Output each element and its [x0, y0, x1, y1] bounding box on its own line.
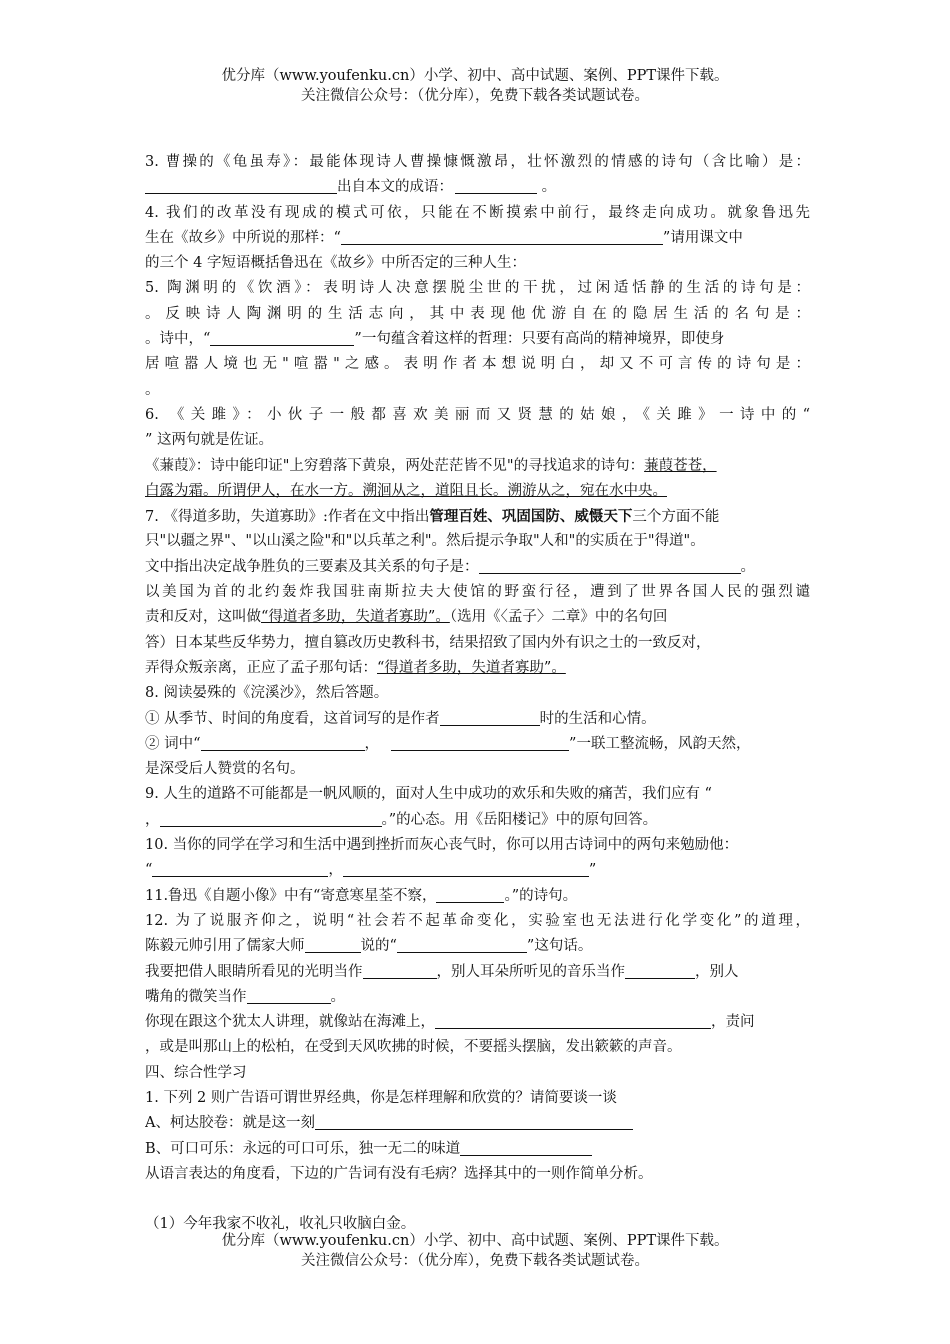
answer-blank[interactable] — [341, 228, 663, 245]
line: 4. 我们的改革没有现成的模式可依，只能在不断摸索中前行，最终走向成功。就象鲁迅先 — [145, 204, 810, 221]
line: 。诗中，“ ”一句蕴含着这样的哲理：只要有高尚的精神境界，即使身 — [145, 331, 725, 348]
answer-blank[interactable] — [210, 329, 354, 346]
line: 9. 人生的道路不可能都是一帆风顺的，面对人生中成功的欢乐和失败的痛苦，我们应有 “ — [145, 786, 712, 803]
line: “ ， ” — [145, 862, 597, 879]
line: 8. 阅读晏殊的《浣溪沙》，然后答题。 — [145, 685, 389, 702]
line: 文中指出决定战争胜负的三要素及其关系的句子是： 。 — [145, 558, 755, 575]
line: 6. 《关雎》：小伙子一般都喜欢美丽而又贤慧的姑娘，《关雎》一诗中的“ — [145, 406, 810, 423]
answer-blank[interactable] — [363, 962, 437, 979]
line: 是深受后人赞赏的名句。 — [145, 761, 305, 778]
line: 嘴角的微笑当作 。 — [145, 988, 345, 1005]
line: 11.鲁迅《自题小像》中有“寄意寒星荃不察， 。”的诗句。 — [145, 887, 578, 904]
line: （1）今年我家不收礼，收礼只收脑白金。 — [145, 1216, 416, 1233]
document-body — [145, 150, 810, 1238]
answer-blank[interactable] — [343, 860, 589, 877]
header-line-2: 关注微信公众号：（优分库），免费下载各类试题试卷。 — [301, 88, 649, 104]
line: 陈毅元帅引用了儒家大师 说的“ ”这句话。 — [145, 938, 593, 955]
line: 生在《故乡》中所说的那样：“ ”请用课文中 — [145, 229, 743, 246]
line: 5. 陶渊明的《饮酒》：表明诗人决意摆脱尘世的干扰，过闲适恬静的生活的诗句是： — [145, 280, 810, 297]
line: 出自本文的成语： 。 — [145, 175, 810, 200]
answer-blank[interactable] — [160, 810, 382, 827]
footer-line-1: 优分库（www.youfenku.cn）小学、初中、高中试题、案例、PPT课件下载。 — [221, 1233, 729, 1249]
line: B、可口可乐：永远的可口可乐，独一无二的味道 — [145, 1137, 810, 1162]
line: 的三个 4 字短语概括鲁迅在《故乡》中所否定的三种人生： — [145, 255, 526, 272]
answer-blank[interactable] — [436, 886, 504, 903]
line: A、柯达胶卷：就是这一刻 — [145, 1111, 810, 1136]
line: 弄得众叛亲离，正应了孟子那句话：“得道者多助，失道者寡助”。 — [145, 659, 566, 676]
answer-blank[interactable] — [391, 734, 569, 751]
line: 白露为霜。所谓伊人，在水一方。溯洄从之，道阻且长。溯游从之，宛在水中央。 — [145, 482, 667, 499]
answer-blank[interactable] — [625, 962, 695, 979]
line: 从语言表达的角度看，下边的广告词有没有毛病？选择其中的一则作简单分析。 — [145, 1165, 653, 1182]
line: 。反映诗人陶渊明的生活志向，其中表现他优游自在的隐居生活的名句是： — [145, 305, 810, 322]
answer-blank[interactable] — [479, 557, 741, 574]
line: 3. 曹操的《龟虽寿》：最能体现诗人曹操慷慨激昂，壮怀激烈的情感的诗句（含比喻）是： — [145, 154, 810, 170]
section-heading: 四、综合性学习 — [145, 1064, 247, 1081]
answer-blank[interactable] — [201, 734, 365, 751]
line: 。 — [145, 381, 160, 398]
line: 居喧嚣人境也无"喧嚣"之感。表明作者本想说明白，却又不可言传的诗句是： — [145, 356, 810, 373]
page-header-top — [0, 66, 950, 106]
line: 责和反对，这叫做“得道者多助，失道者寡助”。（选用《〈孟子〉二章》中的名句回 — [145, 609, 668, 626]
footer-line-2: 关注微信公众号：（优分库），免费下载各类试题试卷。 — [301, 1253, 649, 1269]
answer-blank[interactable] — [435, 1012, 711, 1029]
answer-blank[interactable] — [152, 860, 328, 877]
line: ，或是叫那山上的松柏，在受到天风吹拂的时候，不要摇头摆脑，发出簌簌的声音。 — [145, 1039, 682, 1056]
answer-blank[interactable] — [460, 1139, 592, 1156]
answer-blank[interactable] — [397, 936, 527, 953]
line: 12. 为了说服齐仰之，说明“社会若不起革命变化，实验室也无法进行化学变化”的道理， — [145, 912, 810, 929]
empty-line — [145, 1187, 810, 1212]
answer-blank[interactable] — [305, 936, 361, 953]
answer-blank[interactable] — [440, 709, 540, 726]
line: 《蒹葭》：诗中能印证"上穷碧落下黄泉，两处茫茫皆不见"的寻找追求的诗句：蒹葭苍苍， — [145, 457, 717, 474]
line: ， 。”的心态。用《岳阳楼记》中的原句回答。 — [145, 811, 658, 828]
answer-blank[interactable] — [315, 1113, 633, 1130]
line: 10. 当你的同学在学习和生活中遇到挫折而灰心丧气时，你可以用古诗词中的两句来勉励他： — [145, 837, 739, 854]
answer-blank[interactable] — [145, 177, 337, 194]
line: 我要把借人眼睛所看见的光明当作 ，别人耳朵所听见的音乐当作 ，别人 — [145, 963, 739, 980]
answer-blank[interactable] — [455, 177, 537, 194]
line: 你现在跟这个犹太人讲理，就像站在海滩上， ，责问 — [145, 1014, 755, 1031]
line: 只"以疆之界"、"以山溪之险"和"以兵革之利"。然后提示争取"人和"的实质在于"得道"。 — [145, 533, 705, 550]
line: 7. 《得道多助，失道寡助》:作者在文中指出管理百姓、巩固国防、威慑天下三个方面不能 — [145, 508, 720, 526]
line: 以美国为首的北约轰炸我国驻南斯拉夫大使馆的野蛮行径，遭到了世界各国人民的强烈谴 — [145, 584, 810, 601]
line: 答）日本某些反华势力，擅自篡改历史教科书，结果招致了国内外有识之士的一致反对， — [145, 634, 711, 651]
header-line-1: 优分库（www.youfenku.cn）小学、初中、高中试题、案例、PPT课件下载。 — [221, 68, 729, 84]
answer-blank[interactable] — [247, 987, 331, 1004]
line: ② 词中“ ， ”一联工整流畅，风韵天然， — [145, 735, 751, 752]
line: 1. 下列 2 则广告语可谓世界经典，你是怎样理解和欣赏的？请简要谈一谈 — [145, 1089, 617, 1106]
line: ① 从季节、时间的角度看，这首词写的是作者 时的生活和心情。 — [145, 710, 656, 727]
line: ” 这两句就是佐证。 — [145, 432, 274, 449]
page-footer — [0, 1231, 950, 1271]
